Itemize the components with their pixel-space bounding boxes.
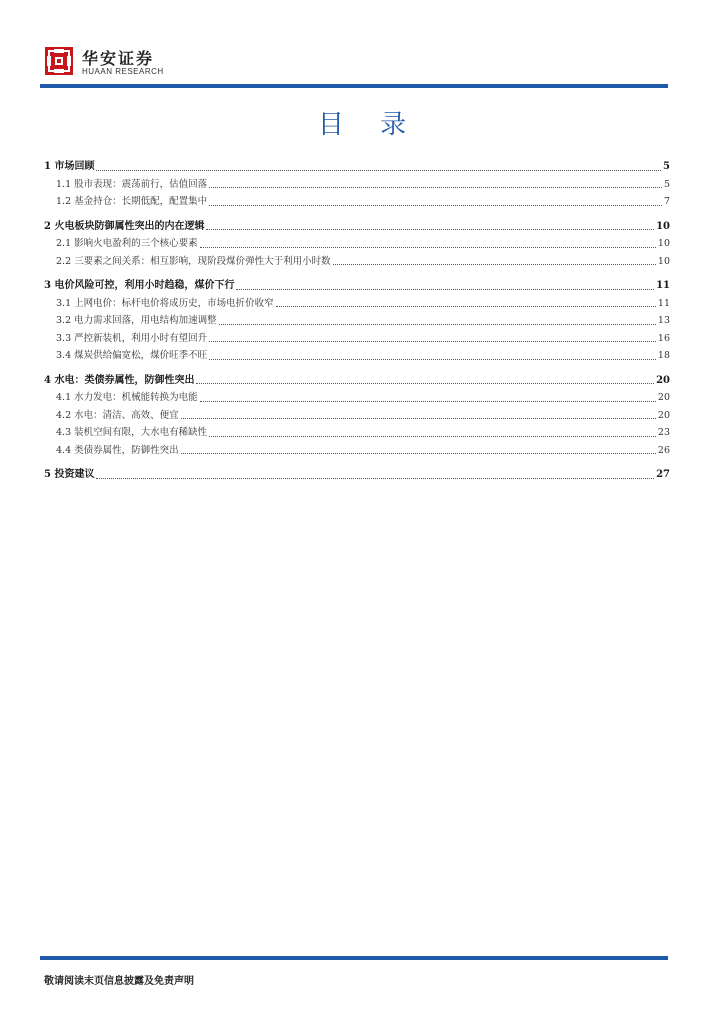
toc-leader-dots — [200, 247, 656, 248]
footer-divider — [40, 956, 668, 960]
page-title: 目 录 — [317, 110, 421, 140]
toc-section-entry[interactable] — [44, 466, 670, 484]
toc-entry-label: 1.1 股市表现：震荡前行，估值回落 — [56, 178, 208, 190]
header-divider — [40, 84, 668, 88]
huaan-seal-logo-icon — [44, 46, 74, 76]
toc-subsection-entry[interactable] — [44, 442, 670, 460]
toc-leader-dots — [196, 383, 654, 384]
toc-entry-page: 10 — [656, 220, 670, 232]
toc-entry-page: 10 — [657, 238, 670, 249]
toc-entry-label: 4.4 类债券属性，防御性突出 — [56, 444, 179, 456]
toc-leader-dots — [276, 306, 656, 307]
toc-subsection-entry[interactable] — [44, 295, 670, 313]
toc-leader-dots — [236, 289, 654, 290]
toc-leader-dots — [209, 341, 656, 342]
brand-name: 华安证券 — [82, 49, 155, 68]
toc-entry-label: 4.3 装机空间有限，大水电有稀缺性 — [56, 427, 208, 438]
toc-subsection-entry[interactable] — [44, 176, 670, 194]
toc-entry-label: 2 火电板块防御属性突出的内在逻辑 — [44, 220, 205, 232]
toc-entry-page: 5 — [663, 178, 670, 190]
toc-section-entry[interactable] — [44, 372, 670, 390]
footer-disclaimer: 敬请阅读末页信息披露及免责声明 — [44, 976, 194, 987]
toc-entry-label: 3.3 严控新装机，利用小时有望回升 — [56, 332, 208, 344]
toc-entry-label: 3 电价风险可控，利用小时趋稳，煤价下行 — [44, 280, 235, 291]
page-header — [44, 40, 668, 88]
toc-entry-page: 16 — [657, 332, 670, 344]
toc-entry-label: 4.1 水力发电：机械能转换为电能 — [56, 392, 198, 403]
toc-section-entry[interactable] — [44, 277, 670, 295]
toc-entry-page: 26 — [657, 444, 670, 456]
toc-entry-label: 3.1 上网电价：标杆电价将成历史，市场电折价收窄 — [56, 297, 274, 309]
toc-gap — [44, 270, 670, 277]
toc-entry-page: 11 — [656, 280, 670, 291]
toc-leader-dots — [181, 418, 656, 419]
toc-leader-dots — [209, 187, 662, 188]
toc-leader-dots — [209, 436, 656, 437]
toc-leader-dots — [209, 359, 656, 360]
toc-entry-page: 11 — [657, 297, 670, 309]
toc-subsection-entry[interactable] — [44, 347, 670, 365]
toc-subsection-entry[interactable] — [44, 235, 670, 253]
toc-entry-label: 2.1 影响火电盈利的三个核心要素 — [56, 238, 198, 249]
toc-entry-page: 7 — [663, 196, 670, 207]
toc-subsection-entry[interactable] — [44, 424, 670, 442]
toc-leader-dots — [206, 229, 654, 230]
toc-entry-page: 20 — [657, 409, 670, 421]
toc-entry-label: 5 投资建议 — [44, 469, 95, 480]
toc-entry-label: 4.2 水电：清洁、高效、便宜 — [56, 409, 179, 421]
toc-gap — [44, 459, 670, 466]
toc-leader-dots — [96, 170, 661, 171]
toc-leader-dots — [333, 264, 656, 265]
toc-leader-dots — [219, 324, 656, 325]
toc-subsection-entry[interactable] — [44, 389, 670, 407]
toc-entry-page: 20 — [656, 374, 670, 386]
toc-entry-label: 3.4 煤炭供给偏宽松，煤价旺季不旺 — [56, 350, 208, 361]
toc-entry-page: 5 — [663, 161, 670, 172]
toc-section-entry[interactable] — [44, 218, 670, 236]
brand-subtitle: HUAAN RESEARCH — [82, 67, 164, 76]
toc-leader-dots — [209, 205, 662, 206]
toc-entry-page: 20 — [657, 392, 670, 403]
toc-entry-page: 18 — [657, 350, 670, 361]
toc-entry-page: 23 — [657, 427, 670, 438]
toc-entry-page: 13 — [657, 315, 670, 326]
toc-entry-page: 27 — [656, 469, 670, 480]
toc-gap — [44, 211, 670, 218]
toc-entry-label: 2.2 三要素之间关系：相互影响，现阶段煤价弹性大于利用小时数 — [56, 255, 331, 267]
toc-leader-dots — [96, 478, 654, 479]
toc-entry-label: 3.2 电力需求回落，用电结构加速调整 — [56, 315, 217, 326]
toc-entry-label: 4 水电：类债券属性，防御性突出 — [44, 374, 195, 386]
toc-subsection-entry[interactable] — [44, 330, 670, 348]
toc-leader-dots — [181, 453, 656, 454]
toc-section-entry[interactable] — [44, 158, 670, 176]
toc-subsection-entry[interactable] — [44, 193, 670, 211]
toc-entry-label: 1.2 基金持仓：长期低配，配置集中 — [56, 196, 208, 207]
toc-subsection-entry[interactable] — [44, 312, 670, 330]
toc-subsection-entry[interactable] — [44, 253, 670, 271]
toc-leader-dots — [200, 401, 656, 402]
toc-entry-page: 10 — [657, 255, 670, 267]
toc-gap — [44, 365, 670, 372]
toc-subsection-entry[interactable] — [44, 407, 670, 425]
toc-entry-label: 1 市场回顾 — [44, 161, 95, 172]
table-of-contents — [44, 158, 670, 484]
